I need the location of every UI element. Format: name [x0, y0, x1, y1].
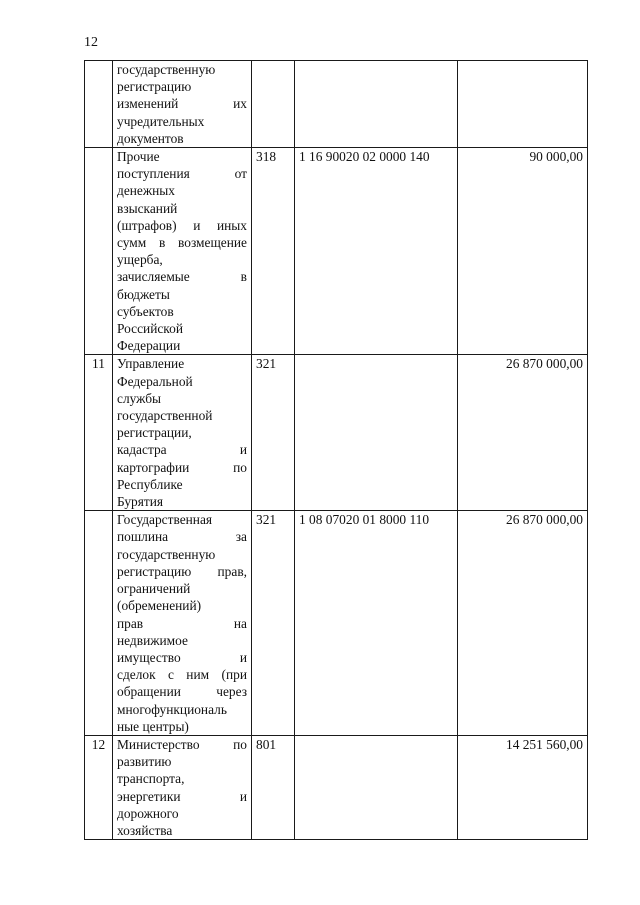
revenue-name-line: (обременений) [117, 598, 202, 614]
revenue-name-line: поступления от [117, 166, 247, 182]
revenue-name-line: пошлина за [117, 529, 247, 545]
revenue-name-line: Федерации [117, 338, 181, 354]
table-row [85, 355, 588, 511]
revenue-name-line: бюджеты [117, 286, 170, 302]
revenue-name-line: картографии по [117, 459, 247, 475]
revenue-name-line: зачисляемые в [117, 269, 247, 285]
budget-classification-code-cell [295, 735, 458, 839]
revenue-name-line: многофункциональ [117, 701, 227, 717]
amount-cell: 26 870 000,00 [458, 511, 588, 736]
revenue-name-line: государственную [117, 62, 216, 77]
revenue-name-line: имущество и [117, 649, 247, 665]
revenue-name-line: ограничений [117, 581, 191, 597]
admin-code-cell [252, 61, 295, 148]
revenue-name-line: дорожного [117, 805, 179, 821]
revenue-name-line: денежных [117, 183, 175, 199]
revenue-name-line: субъектов [117, 303, 174, 319]
revenue-name-line: взысканий [117, 200, 178, 216]
revenue-name-line: регистрации, [117, 425, 192, 441]
revenue-name-line: Российской [117, 321, 183, 337]
revenue-name-line: Федеральной [117, 373, 193, 389]
revenue-name-line: Прочие [117, 149, 160, 165]
budget-classification-code-cell: 1 08 07020 01 8000 110 [295, 511, 458, 736]
admin-code-cell: 318 [252, 148, 295, 355]
revenue-name-line: службы [117, 390, 162, 406]
revenue-name-line: ные центры) [117, 718, 189, 734]
revenue-name-line: Государственная [117, 512, 213, 528]
amount-cell: 14 251 560,00 [458, 735, 588, 839]
page-number: 12 [84, 35, 98, 50]
revenue-name-line: энергетики и [117, 788, 247, 804]
revenue-name-line: ущерба, [117, 252, 163, 268]
revenue-name-line: государственной [117, 408, 213, 424]
revenue-name-line: сумм в возмещение [117, 235, 247, 251]
revenue-name-line: учредительных [117, 113, 205, 129]
revenue-name-line: регистрацию прав, [117, 563, 247, 579]
budget-classification-code-cell: 1 16 90020 02 0000 140 [295, 148, 458, 355]
revenue-name-line: обращении через [117, 684, 247, 700]
revenue-name-line: транспорта, [117, 771, 185, 787]
budget-classification-code-cell [295, 61, 458, 148]
revenue-name-line: Бурятия [117, 494, 164, 510]
revenue-name-line: Министерство по [117, 736, 247, 752]
revenue-name-line: Республике [117, 476, 183, 492]
revenue-name-line: кадастра и [117, 442, 247, 458]
row-number-cell [85, 148, 113, 355]
row-number-cell [85, 511, 113, 736]
revenue-name-line: государственную [117, 546, 216, 562]
revenue-name-cell [113, 61, 252, 148]
table-row [85, 61, 588, 148]
table-row [85, 511, 588, 736]
revenue-name-line: хозяйства [117, 822, 173, 838]
table-row [85, 148, 588, 355]
row-number-cell [85, 61, 113, 148]
revenue-name-line: недвижимое [117, 632, 188, 648]
admin-code-cell: 321 [252, 511, 295, 736]
budget-revenue-table [84, 60, 588, 840]
revenue-name-line: развитию [117, 754, 172, 770]
revenue-name-cell [113, 148, 252, 355]
amount-cell: 26 870 000,00 [458, 355, 588, 511]
revenue-name-cell [113, 735, 252, 839]
revenue-name-line: документов [117, 130, 184, 146]
admin-code-cell: 321 [252, 355, 295, 511]
revenue-name-line: (штрафов) и иных [117, 217, 247, 233]
budget-classification-code-cell [295, 355, 458, 511]
amount-cell [458, 61, 588, 148]
row-number-cell: 12 [85, 735, 113, 839]
revenue-name-cell [113, 355, 252, 511]
amount-cell: 90 000,00 [458, 148, 588, 355]
revenue-name-line: изменений их [117, 96, 247, 112]
revenue-name-line: сделок с ним (при [117, 667, 247, 683]
revenue-name-line: Управление [117, 356, 185, 372]
row-number-cell: 11 [85, 355, 113, 511]
revenue-name-cell [113, 511, 252, 736]
admin-code-cell: 801 [252, 735, 295, 839]
table-row [85, 735, 588, 839]
revenue-name-line: прав на [117, 615, 247, 631]
revenue-name-line: регистрацию [117, 79, 192, 95]
